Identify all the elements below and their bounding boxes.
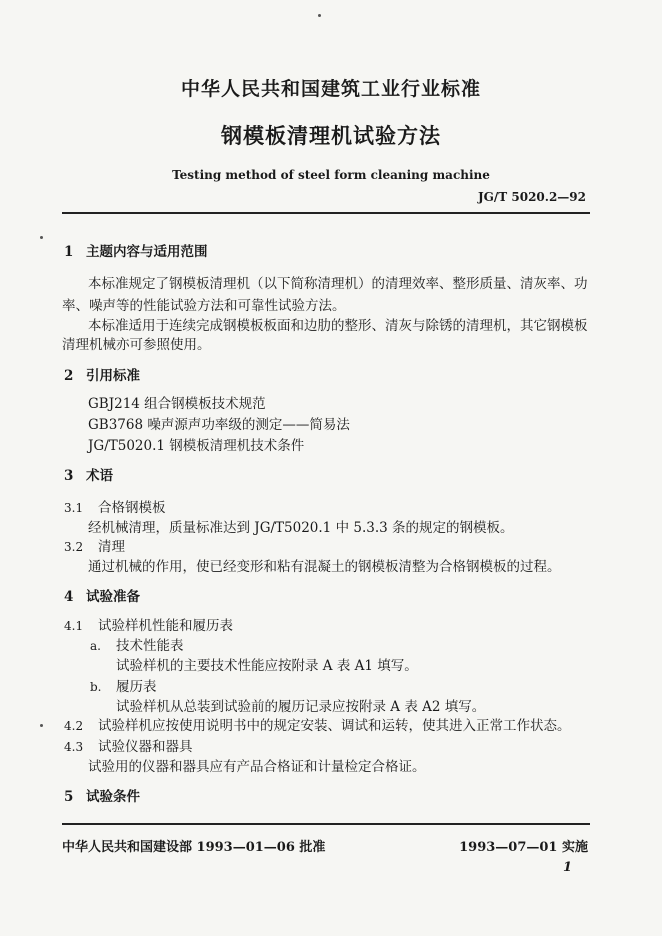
- reference-item: GB3768 噪声源声功率级的测定——简易法: [88, 417, 350, 433]
- standard-code: JG/T 5020.2—92: [477, 190, 586, 204]
- section-2-heading: [64, 364, 140, 384]
- clause-number: 4.2: [64, 719, 84, 733]
- document-title: 钢模板清理机试验方法: [221, 123, 441, 148]
- item-b-heading: [90, 675, 157, 695]
- section-number: 2: [64, 368, 74, 384]
- section-5-heading: [64, 785, 140, 805]
- item-a-heading: [90, 634, 184, 654]
- issuer-approval: 中华人民共和国建设部 1993—01—06 批准: [62, 840, 326, 855]
- effective-date: 1993—07—01 实施: [459, 840, 588, 855]
- section-number: 1: [64, 244, 74, 260]
- item-b-text: 试验样机从总装到试验前的履历记录应按附录 A 表 A2 填写。: [116, 699, 486, 715]
- clause-number: 4.3: [64, 740, 84, 754]
- section-1-heading: [64, 240, 208, 260]
- section-4-heading: [64, 585, 140, 605]
- item-title: 技术性能表: [116, 638, 184, 654]
- section-title: 引用标准: [86, 368, 140, 384]
- bottom-rule: [62, 823, 590, 825]
- clause-4-3-heading: [64, 735, 193, 755]
- reference-item: GBJ214 组合钢模板技术规范: [88, 396, 266, 412]
- item-label: a.: [90, 639, 101, 653]
- section-title: 试验条件: [86, 789, 140, 805]
- section-number: 5: [64, 789, 74, 805]
- clause-text: 试验样机应按使用说明书中的规定安装、调试和运转，使其进入正常工作状态。: [98, 718, 571, 734]
- clause-title: 试验仪器和器具: [98, 739, 193, 755]
- clause-number: 3.2: [64, 540, 84, 554]
- clause-4-3-text: 试验用的仪器和器具应有产品合格证和计量检定合格证。: [88, 759, 426, 775]
- clause-number: 3.1: [64, 501, 84, 515]
- section-title: 主题内容与适用范围: [86, 244, 208, 260]
- english-title: Testing method of steel form cleaning machine: [172, 168, 490, 182]
- top-rule: [62, 212, 590, 214]
- clause-title: 试验样机性能和履历表: [98, 618, 233, 634]
- item-label: b.: [90, 680, 102, 694]
- clause-number: 4.1: [64, 619, 84, 633]
- section-1-paragraph-2-line-2: 清理机械亦可参照使用。: [62, 337, 211, 353]
- section-number: 4: [64, 589, 74, 605]
- term-3-2-heading: [64, 535, 125, 555]
- section-1-paragraph-1-line-1: 本标准规定了钢模板清理机（以下简称清理机）的清理效率、整形质量、清灰率、功: [88, 276, 588, 292]
- term-3-1-heading: [64, 496, 166, 516]
- section-number: 3: [64, 468, 74, 484]
- section-title: 术语: [86, 468, 113, 484]
- item-title: 履历表: [116, 679, 157, 695]
- term-title: 清理: [98, 539, 125, 555]
- scan-speck: [40, 236, 43, 239]
- clause-4-1-heading: [64, 614, 233, 634]
- section-3-heading: [64, 464, 113, 484]
- section-1-paragraph-1-line-2: 率、噪声等的性能试验方法和可靠性试验方法。: [62, 298, 346, 314]
- scan-speck: [40, 724, 43, 727]
- scan-speck: [318, 14, 321, 17]
- section-title: 试验准备: [86, 589, 140, 605]
- term-3-2-definition: 通过机械的作用，使已经变形和粘有混凝土的钢模板清整为合格钢模板的过程。: [88, 559, 561, 575]
- clause-4-2: [64, 714, 571, 734]
- page-number: 1: [562, 860, 572, 875]
- term-title: 合格钢模板: [98, 500, 166, 516]
- org-title: 中华人民共和国建筑工业行业标准: [180, 78, 481, 100]
- section-1-paragraph-2-line-1: 本标准适用于连续完成钢模板板面和边肋的整形、清灰与除锈的清理机，其它钢模板: [88, 318, 588, 334]
- reference-item: JG/T5020.1 钢模板清理机技术条件: [88, 438, 305, 454]
- item-a-text: 试验样机的主要技术性能应按附录 A 表 A1 填写。: [116, 658, 418, 674]
- term-3-1-definition: 经机械清理，质量标准达到 JG/T5020.1 中 5.3.3 条的规定的钢模板。: [88, 520, 514, 536]
